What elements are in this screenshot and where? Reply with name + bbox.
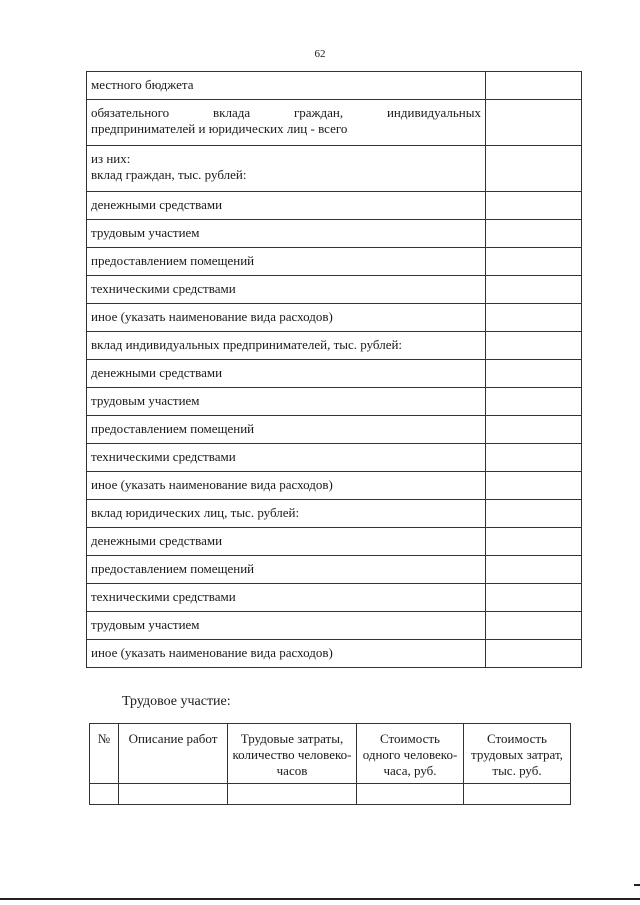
row-label: трудовым участием — [87, 388, 486, 416]
table-row — [87, 248, 582, 276]
table-row — [87, 360, 582, 388]
page-number: 62 — [314, 48, 326, 60]
labor-header-row — [90, 724, 571, 784]
table-row — [87, 220, 582, 248]
table-row — [87, 556, 582, 584]
table-row — [87, 72, 582, 100]
cell-hour-cost — [357, 784, 464, 805]
row-value — [486, 304, 582, 332]
table-row — [87, 416, 582, 444]
row-value — [486, 612, 582, 640]
row-value — [486, 388, 582, 416]
row-value — [486, 248, 582, 276]
row-value — [486, 100, 582, 146]
scan-edge-mark — [634, 884, 640, 886]
header-labor-hours: Трудовые затраты, количество человеко-часов — [228, 724, 357, 784]
table-row — [87, 388, 582, 416]
row-value — [486, 72, 582, 100]
row-value — [486, 500, 582, 528]
row-value — [486, 556, 582, 584]
row-label: иное (указать наименование вида расходов) — [87, 304, 486, 332]
row-value — [486, 416, 582, 444]
row-label: денежными средствами — [87, 360, 486, 388]
row-label: трудовым участием — [87, 612, 486, 640]
row-value — [486, 192, 582, 220]
table-row — [87, 612, 582, 640]
row-label: предоставлением помещений — [87, 248, 486, 276]
row-value — [486, 276, 582, 304]
labor-table — [89, 723, 571, 805]
table-row — [87, 276, 582, 304]
row-label: техническими средствами — [87, 444, 486, 472]
row-label: трудовым участием — [87, 220, 486, 248]
row-value — [486, 360, 582, 388]
labor-section-title: Трудовое участие: — [122, 694, 231, 709]
row-label: местного бюджета — [87, 72, 486, 100]
table-row — [87, 304, 582, 332]
row-label: вклад юридических лиц, тыс. рублей: — [87, 500, 486, 528]
row-value — [486, 220, 582, 248]
table-row — [87, 192, 582, 220]
row-label: техническими средствами — [87, 584, 486, 612]
cell-total-cost — [464, 784, 571, 805]
row-label — [87, 100, 486, 146]
table-row — [87, 332, 582, 360]
cell-description — [119, 784, 228, 805]
table-row — [90, 784, 571, 805]
cell-labor-hours — [228, 784, 357, 805]
table-row — [87, 500, 582, 528]
row-label-line1: из них: — [91, 151, 131, 166]
table-row — [87, 584, 582, 612]
page-bottom-border — [0, 898, 640, 900]
table-row — [87, 640, 582, 668]
row-label — [87, 146, 486, 192]
header-number: № — [90, 724, 119, 784]
row-label: иное (указать наименование вида расходов) — [87, 472, 486, 500]
row-value — [486, 472, 582, 500]
row-label: техническими средствами — [87, 276, 486, 304]
row-label: вклад индивидуальных предпринимателей, тыс. рублей: — [87, 332, 486, 360]
row-value — [486, 444, 582, 472]
row-label-line2: вклад граждан, тыс. рублей: — [91, 167, 247, 182]
header-hour-cost: Стоимость одного человеко-часа, руб. — [357, 724, 464, 784]
row-value — [486, 584, 582, 612]
contributions-table — [86, 71, 582, 668]
row-label: денежными средствами — [87, 528, 486, 556]
header-description: Описание работ — [119, 724, 228, 784]
table-row — [87, 444, 582, 472]
row-label: предоставлением помещений — [87, 416, 486, 444]
row-value — [486, 640, 582, 668]
row-value — [486, 332, 582, 360]
row-label-line2: предпринимателей и юридических лиц - всего — [91, 121, 348, 136]
table-row — [87, 100, 582, 146]
row-value — [486, 528, 582, 556]
row-label: денежными средствами — [87, 192, 486, 220]
row-label: иное (указать наименование вида расходов) — [87, 640, 486, 668]
table-row — [87, 146, 582, 192]
row-value — [486, 146, 582, 192]
header-total-cost: Стоимость трудовых затрат, тыс. руб. — [464, 724, 571, 784]
row-label: предоставлением помещений — [87, 556, 486, 584]
table-row — [87, 472, 582, 500]
cell-number — [90, 784, 119, 805]
table-row — [87, 528, 582, 556]
row-label-line1: обязательного вклада граждан, индивидуальных — [91, 105, 481, 120]
